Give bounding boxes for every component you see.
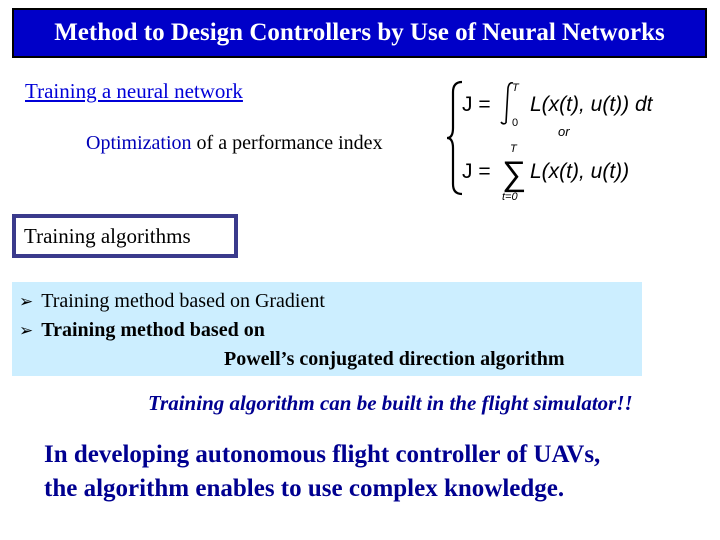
method-item-powell (19, 319, 265, 342)
conclusion-text (44, 438, 600, 506)
method-label-powell: Training method based on (41, 319, 265, 341)
conclusion-line-1: In developing autonomous flight controller of UAVs, (44, 441, 601, 468)
conclusion-line-2: the algorithm enables to use complex knowledge. (44, 475, 565, 502)
or-label: or (558, 124, 570, 139)
performance-index-formulas (462, 78, 672, 202)
method-label-powell-continued: Powell’s conjugated direction algorithm (224, 348, 565, 370)
training-link[interactable]: Training a neural network (25, 79, 243, 103)
integral-upper: T (512, 82, 519, 94)
formula-lhs-integral: J = (462, 93, 491, 116)
integrand: L(x(t), u(t)) dt (530, 93, 653, 116)
arrow-bullet-icon: ➢ (19, 292, 34, 312)
sum-sign: ∑ (502, 155, 527, 193)
optimization-line (86, 132, 383, 155)
method-item-gradient (19, 290, 325, 313)
methods-panel (12, 282, 642, 376)
optimization-word: Optimization (86, 132, 192, 154)
title-bar (12, 8, 707, 58)
arrow-bullet-icon: ➢ (19, 321, 34, 341)
summand: L(x(t), u(t)) (530, 160, 630, 183)
slide-title: Method to Design Controllers by Use of Neural Networks (54, 19, 665, 46)
method-label-gradient: Training method based on Gradient (41, 290, 325, 312)
simulator-note: Training algorithm can be built in the flight simulator!! (148, 391, 633, 415)
training-algorithms-box: Training algorithms (12, 214, 238, 258)
sum-lower: t=0 (502, 191, 518, 202)
optimization-rest: of a performance index (191, 132, 383, 154)
sum-upper: T (510, 143, 517, 155)
integral-lower: 0 (512, 117, 519, 129)
formula-lhs-sum: J = (462, 160, 491, 183)
